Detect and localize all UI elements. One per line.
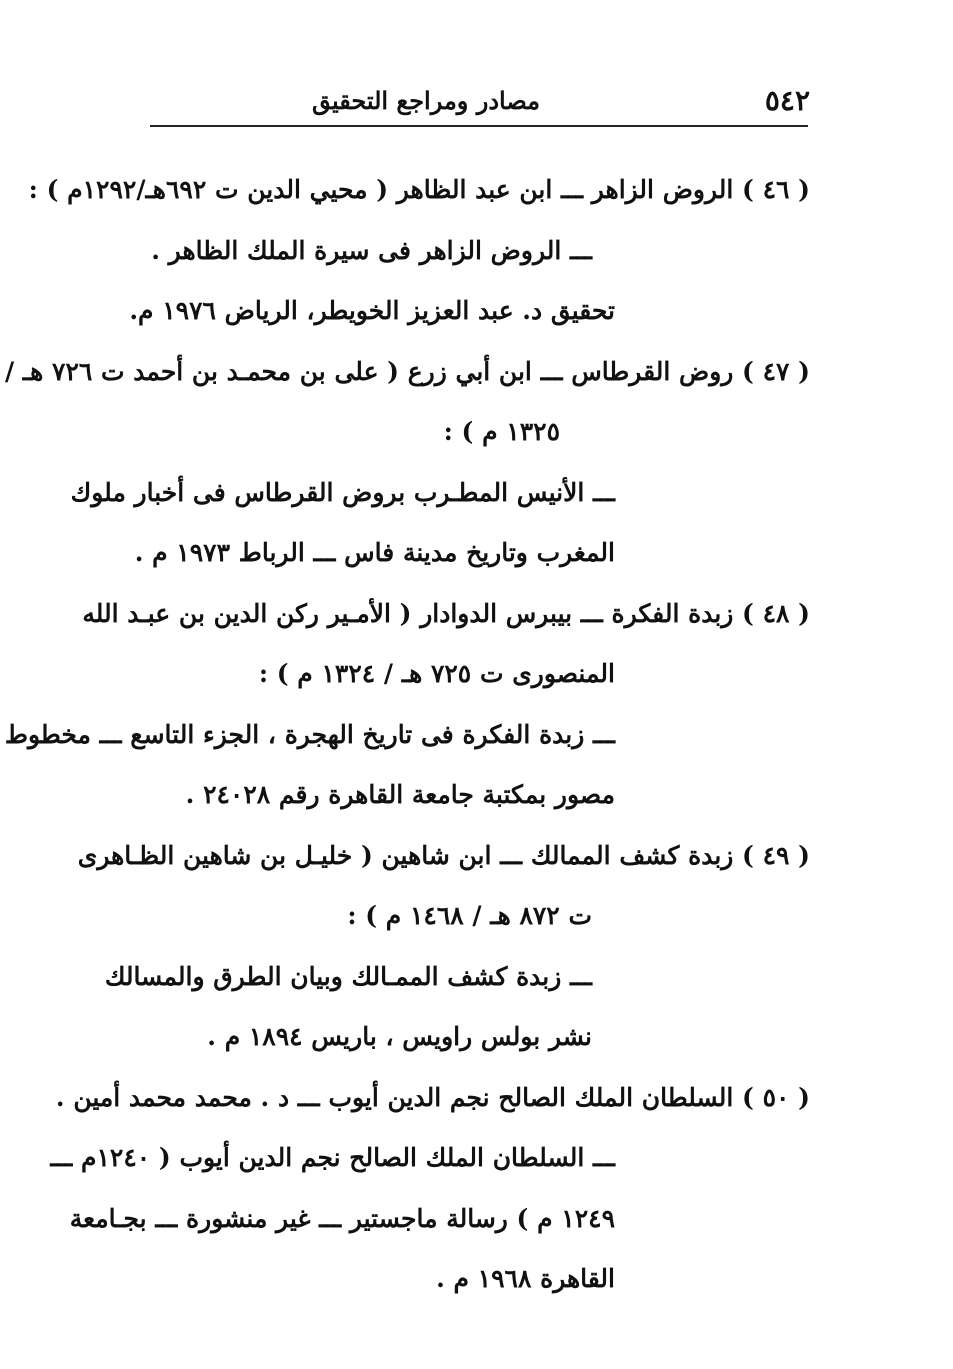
entry-publication: مصور بمكتبة جامعة القاهرة رقم ٢٤٠٢٨ . [185, 780, 615, 809]
entry-publication: المغرب وتاريخ مدينة فاس ـــ الرباط ١٩٧٣ م . [134, 538, 615, 567]
entry-heading-continuation: المنصورى ت ٧٢٥ هـ / ١٣٢٤ م ) : [258, 659, 615, 688]
entry-heading: ( ٥٠ ) السلطان الملك الصالح نجم الدين أيوب ـــ د . محمد محمد أمين . [55, 1082, 810, 1112]
entry-heading: ( ٤٧ ) روض القرطاس ـــ ابن أبي زرع ( على بن محمـد بن أحمد ت ٧٢٦ هـ / [4, 356, 810, 386]
entry-heading-continuation: ١٣٢٥ م ) : [443, 417, 560, 446]
entry-heading-continuation: ت ٨٧٢ هـ / ١٤٦٨ م ) : [347, 901, 592, 930]
bibliography-entry-47 [4, 342, 810, 584]
entry-title: ـــ السلطان الملك الصالح نجم الدين أيوب ( ١٢٤٠م ـــ [50, 1143, 615, 1172]
running-title: مصادر ومراجع التحقيق [311, 86, 540, 115]
bibliography-entry-46 [28, 160, 810, 342]
bibliography-entry-49 [77, 826, 810, 1068]
entry-publication: ١٢٤٩ م ) رسالة ماجستير ـــ غير منشورة ـــ بجـامعة [69, 1203, 615, 1233]
bibliography-entry-50 [50, 1068, 810, 1310]
entry-title: ـــ زبدة كشف الممـالك وبيان الطرق والمسالك [104, 961, 592, 991]
bibliography-entry-48 [4, 584, 810, 826]
entry-publication: نشر بولس راويس ، باريس ١٨٩٤ م . [207, 1022, 592, 1051]
entry-heading: ( ٤٦ ) الروض الزاهر ـــ ابن عبد الظاهر ( محيي الدين ت ٦٩٢هـ/١٢٩٢م ) : [28, 175, 810, 204]
page-number: ٥٤٢ [764, 84, 810, 117]
entry-heading: ( ٤٨ ) زبدة الفكرة ـــ بيبرس الدوادار ( الأمـير ركن الدين بن عبـد الله [82, 598, 810, 628]
entry-publication-continuation: القاهرة ١٩٦٨ م . [436, 1264, 615, 1293]
bibliography-list [4, 160, 810, 1310]
header-divider [150, 125, 808, 127]
page-header [150, 78, 810, 124]
entry-title: ـــ زبدة الفكرة فى تاريخ الهجرة ، الجزء التاسع ـــ مخطوط [4, 719, 615, 749]
entry-title: ـــ الأنيس المطـرب بروض القرطاس فى أخبار ملوك [70, 477, 615, 507]
entry-publication: تحقيق د. عبد العزيز الخويطر، الرياض ١٩٧٦ م. [129, 296, 615, 325]
entry-heading: ( ٤٩ ) زبدة كشف الممالك ـــ ابن شاهين ( خليـل بن شاهين الظـاهرى [77, 840, 810, 870]
entry-title: ـــ الروض الزاهر فى سيرة الملك الظاهر . [151, 235, 592, 265]
